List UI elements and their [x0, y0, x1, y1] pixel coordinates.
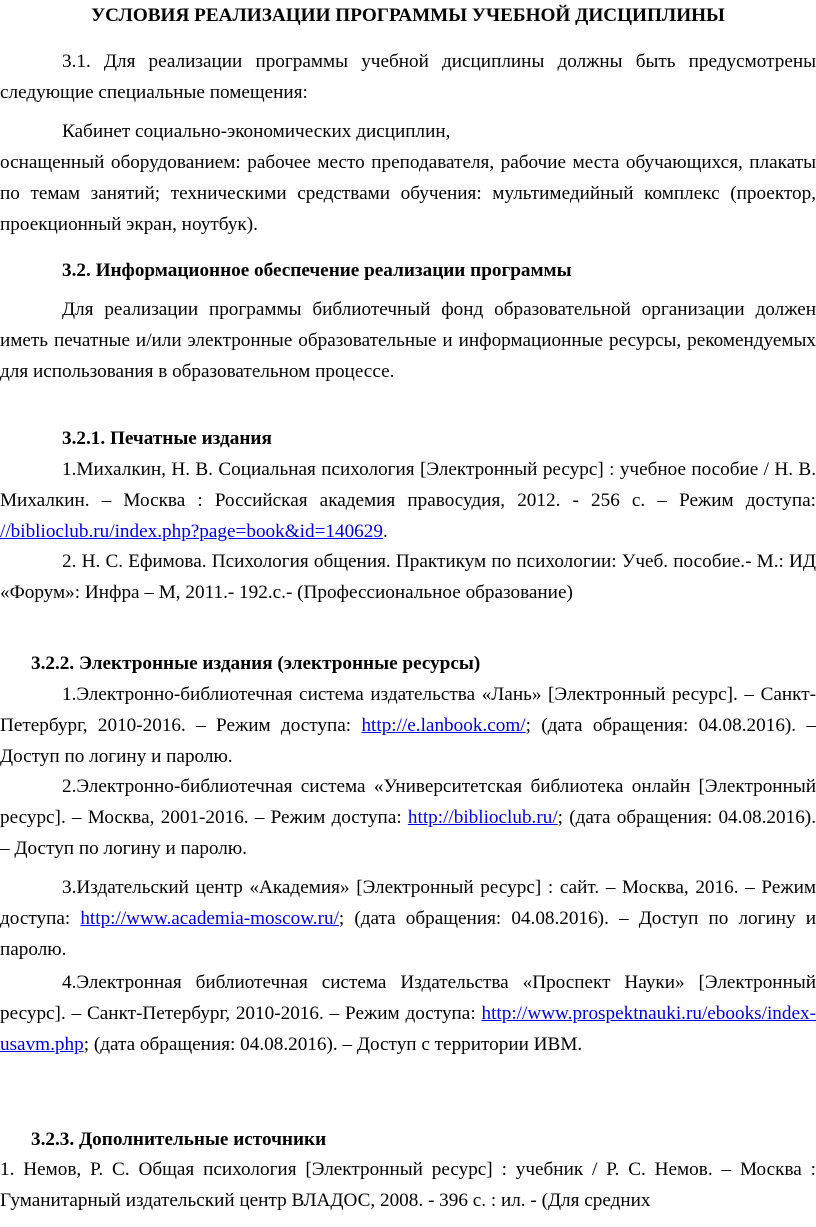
electronic-source-4-text: 4.Электронная библиотечная система Издательства «Проспект Науки» [Электронный ресурс]. – Санкт-Петербург, 2010-2016. – Режим доступа:: [0, 972, 816, 1024]
section-3-2-1-heading: 3.2.1. Печатные издания: [62, 428, 272, 449]
section-3-2-2-heading: 3.2.2. Электронные издания (электронные ресурсы): [31, 653, 481, 674]
electronic-source-1-end: ; (дата обращения: 04.08.2016). – Доступ по логину и паролю.: [0, 715, 816, 767]
electronic-source-2-link[interactable]: http://biblioclub.ru/: [407, 807, 558, 828]
electronic-source-3: [0, 872, 816, 965]
printed-source-1: [0, 454, 816, 547]
cabinet-name: Кабинет социально-экономических дисциплин,: [62, 121, 451, 142]
electronic-source-1-link[interactable]: http://e.lanbook.com/: [361, 715, 526, 736]
cabinet-equipment-paragraph: оснащенный оборудованием: рабочее место преподавателя, рабочие места обучающихся, плакаты по темам занятий; техническими средствами обучения: мультимедийный комплекс (проектор, проекционный экран, ноутбук).: [0, 152, 816, 235]
section-3-2-3-heading: 3.2.3. Дополнительные источники: [31, 1129, 327, 1150]
electronic-source-2-end: ; (дата обращения: 04.08.2016). – Доступ по логину и паролю.: [0, 807, 816, 859]
electronic-source-3-link[interactable]: http://www.academia-moscow.ru/: [80, 908, 339, 929]
printed-source-1-text: 1.Михалкин, Н. В. Социальная психология [Электронный ресурс] : учебное пособие / Н. В. Михалкин. – Москва : Российская академия правосудия, 2012. - 256 с. – Режим доступа:: [0, 459, 816, 511]
printed-source-1-end: .: [382, 521, 388, 542]
electronic-source-4-end: ; (дата обращения: 04.08.2016). – Доступ с территории ИВМ.: [83, 1034, 583, 1055]
electronic-source-4-link[interactable]: http://www.prospektnauki.ru/ebooks/index-usavm.php: [0, 1003, 816, 1055]
electronic-source-3-text: 3.Издательский центр «Академия» [Электронный ресурс] : сайт. – Москва, 2016. – Режим доступа:: [0, 877, 816, 929]
electronic-source-1: [0, 679, 816, 772]
section-3-1-paragraph: 3.1. Для реализации программы учебной дисциплины должны быть предусмотрены следующие специальные помещения:: [0, 51, 816, 103]
section-3-2-heading: 3.2. Информационное обеспечение реализации программы: [62, 260, 572, 281]
printed-source-1-link[interactable]: //biblioclub.ru/index.php?page=book&id=140629: [0, 521, 383, 542]
electronic-source-2-text: 2.Электронно-библиотечная система «Университетская библиотека онлайн [Электронный ресурс]. – Москва, 2001-2016. – Режим доступа:: [0, 776, 816, 828]
section-3-2-paragraph: Для реализации программы библиотечный фонд образовательной организации должен иметь печатные и/или электронные образовательные и информационные ресурсы, рекомендуемых для использования в образовательном процессе.: [0, 299, 816, 382]
electronic-source-4: [0, 967, 816, 1060]
electronic-source-3-end: ; (дата обращения: 04.08.2016). – Доступ по логину и паролю.: [0, 908, 816, 960]
additional-source-1: 1. Немов, Р. С. Общая психология [Электронный ресурс] : учебник / Р. С. Немов. – Москва : Гуманитарный издательский центр ВЛАДОС, 2008. - 396 с. : ил. - (Для средних: [0, 1159, 816, 1211]
electronic-source-1-text: 1.Электронно-библиотечная система издательства «Лань» [Электронный ресурс]. – Санкт-Петербург, 2010-2016. – Режим доступа:: [0, 684, 816, 736]
page-title: УСЛОВИЯ РЕАЛИЗАЦИИ ПРОГРАММЫ УЧЕБНОЙ ДИСЦИПЛИНЫ: [91, 5, 725, 26]
printed-source-2: 2. Н. С. Ефимова. Психология общения. Практикум по психологии: Учеб. пособие.- М.: ИД «Форум»: Инфра – М, 2011.- 192.с.- (Профессиональное образование): [0, 551, 816, 603]
electronic-source-2: [0, 771, 816, 864]
